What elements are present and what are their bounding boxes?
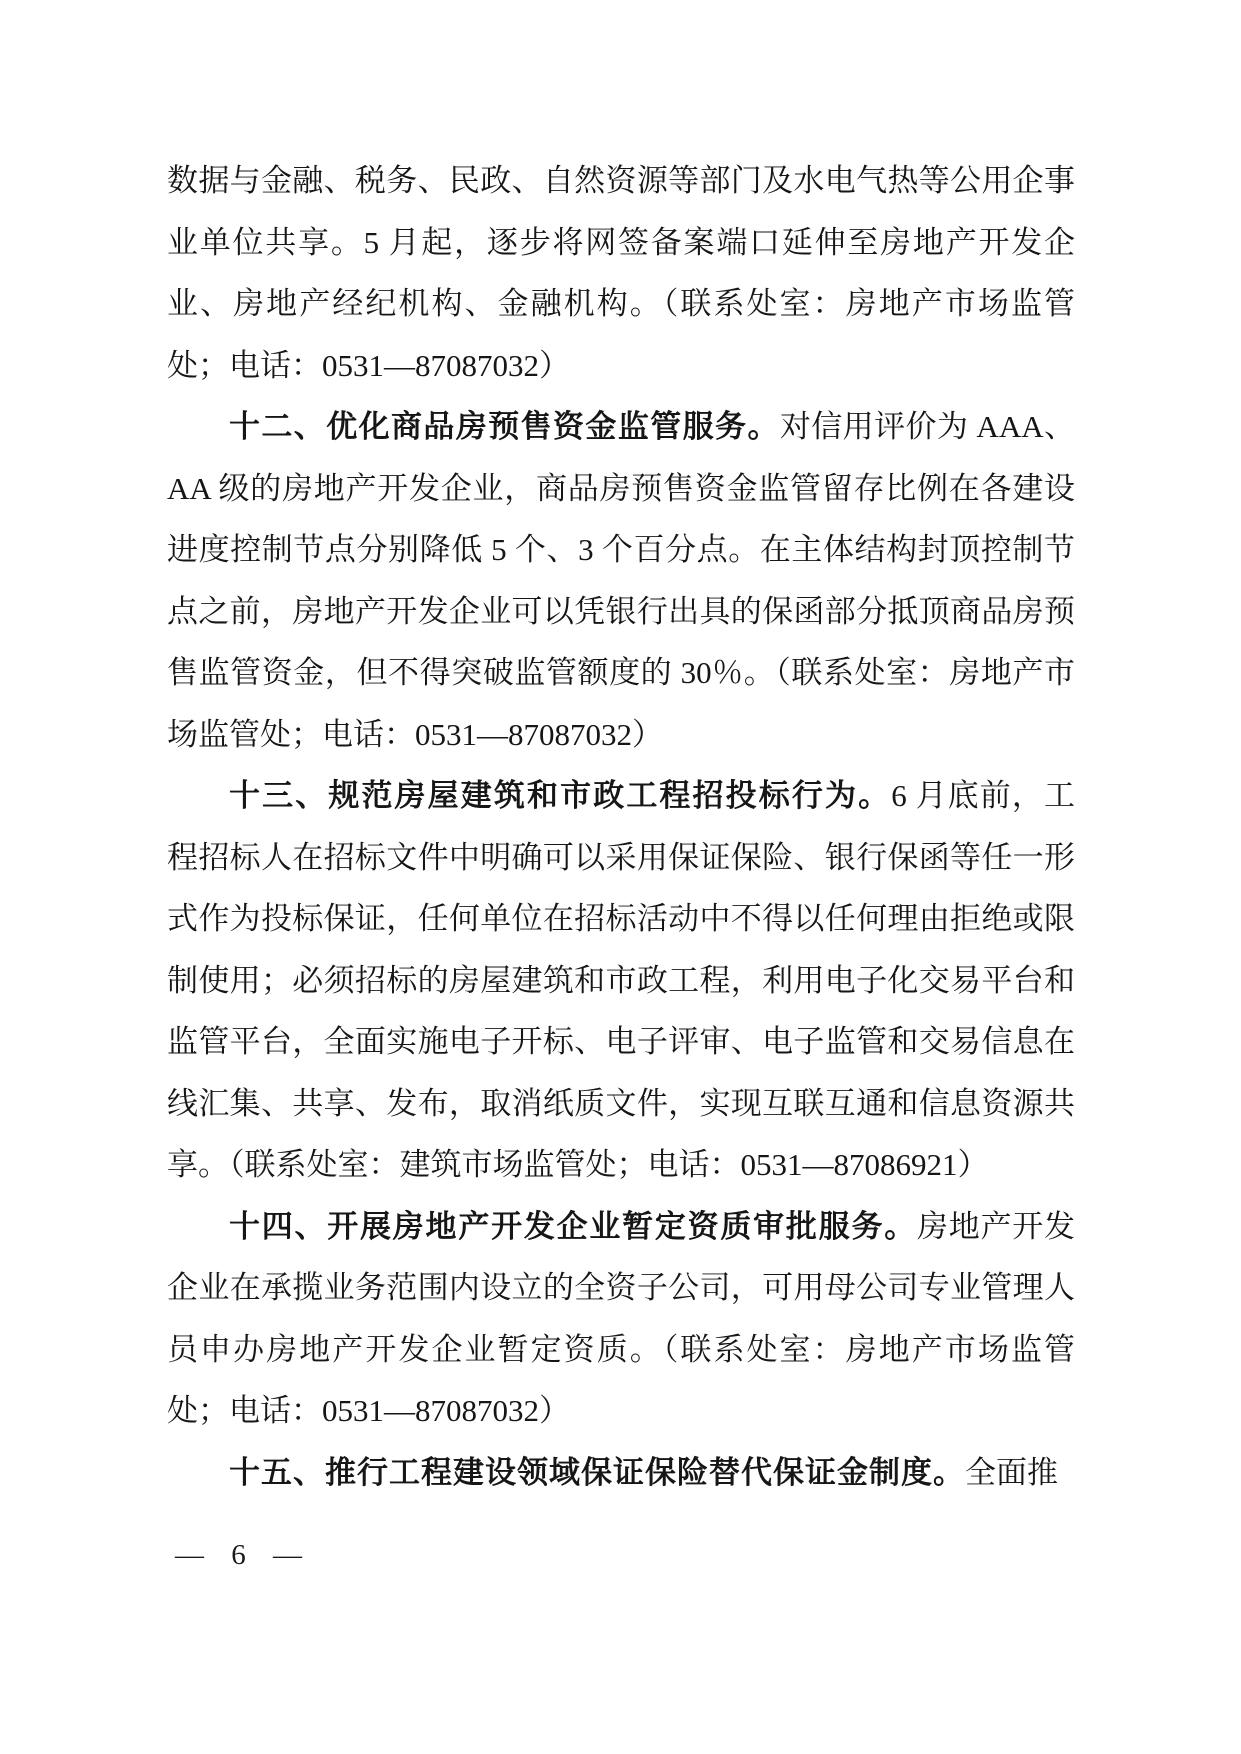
paragraph-continuation-text: 数据与金融、税务、民政、自然资源等部门及水电气热等公用企事业单位共享。5 月起，逐步将网签备案端口延伸至房地产开发企业、房地产经纪机构、金融机构。（联系处室：房地产市场监管处；电话：0531—87087032）: [167, 163, 1075, 383]
item-14-heading: 十四、开展房地产开发企业暂定资质审批服务。: [229, 1208, 917, 1244]
item-15-heading: 十五、推行工程建设领域保证保险替代保证金制度。: [229, 1454, 965, 1490]
paragraph-item-13: [167, 765, 1075, 1196]
item-14-text: 房地产开发企业在承揽业务范围内设立的全资子公司，可用母公司专业管理人员申办房地产开发企业暂定资质。（联系处室：房地产市场监管处；电话：0531—87087032）: [167, 1208, 1076, 1428]
paragraph-item-15: [167, 1442, 1075, 1504]
page-number: — 6 —: [175, 1539, 304, 1571]
item-12-text: 对信用评价为 AAA、AA 级的房地产开发企业，商品房预售资金监管留存比例在各建设进度控制节点分别降低 5 个、3 个百分点。在主体结构封顶控制节点之前，房地产开发企业可以凭银行出具的保函部分抵顶商品房预售监管资金，但不得突破监管额度的 30％。（联系处室：房地产市场监管处；电话：0531—87087032）: [167, 409, 1075, 752]
paragraph-continuation: [167, 150, 1075, 396]
paragraph-item-14: [167, 1196, 1075, 1442]
paragraph-item-12: [167, 396, 1075, 765]
item-12-heading: 十二、优化商品房预售资金监管服务。: [229, 409, 780, 444]
item-13-text: 6 月底前，工程招标人在招标文件中明确可以采用保证保险、银行保函等任一形式作为投标保证，任何单位在招标活动中不得以任何理由拒绝或限制使用；必须招标的房屋建筑和市政工程，利用电子化交易平台和监管平台，全面实施电子开标、电子评审、电子监管和交易信息在线汇集、共享、发布，取消纸质文件，实现互联互通和信息资源共享。（联系处室：建筑市场监管处；电话：0531—87086921）: [167, 778, 1076, 1182]
item-13-heading: 十三、规范房屋建筑和市政工程招投标行为。: [229, 778, 892, 813]
document-body: [167, 150, 1075, 1503]
item-15-text: 全面推: [965, 1454, 1058, 1490]
